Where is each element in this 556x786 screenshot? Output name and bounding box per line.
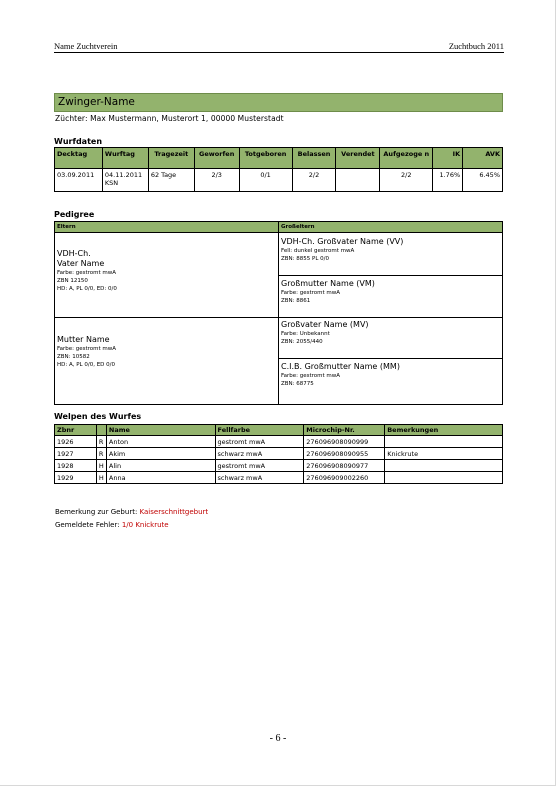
table-cell: 276096908090999: [304, 436, 385, 448]
pedigree-cell-grandfather-vv: [281, 237, 403, 263]
divider: [278, 275, 502, 276]
table-cell: schwarz mwA: [215, 472, 304, 484]
grandmother-mm-zbn: ZBN: 68775: [281, 381, 314, 387]
grandfather-mv-color: Farbe: Unbekannt: [281, 331, 330, 337]
page-header: [54, 41, 504, 53]
grandfather-vv-zbn: ZBN: 8855 PL 0/0: [281, 256, 329, 262]
column-header-eltern: Eltern: [57, 224, 76, 230]
table-cell: 1928: [55, 460, 97, 472]
column-header: Verendet: [336, 148, 380, 169]
breeder-info: Züchter: Max Mustermann, Musterort 1, 00000 Musterstadt: [55, 114, 284, 123]
pedigree-cell-grandmother-mm: [281, 362, 400, 388]
table-cell: Anna: [106, 472, 215, 484]
father-zbn: ZBN 12150: [57, 278, 88, 284]
kennel-title: Zwinger-Name: [54, 93, 503, 112]
column-header: Geworfen: [194, 148, 239, 169]
table-header-row: [55, 425, 503, 436]
table-cell: [385, 460, 503, 472]
column-header: Wurftag: [102, 148, 148, 169]
column-header: IK: [433, 148, 463, 169]
grandmother-vm-name: Großmutter Name (VM): [281, 279, 375, 288]
birth-remark-label: Bemerkung zur Geburt:: [55, 508, 138, 516]
table-cell: 62 Tage: [148, 169, 194, 192]
pedigree-table: [54, 221, 503, 405]
pedigree-cell-grandfather-mv: [281, 320, 369, 346]
divider: [278, 222, 279, 404]
table-row: [55, 472, 503, 484]
table-cell: 1926: [55, 436, 97, 448]
table-cell: [385, 472, 503, 484]
grandfather-vv-name: VDH-Ch. Großvater Name (VV): [281, 237, 404, 246]
mother-name: Mutter Name: [57, 335, 110, 344]
reported-defects: [55, 521, 169, 529]
litter-data-table: [54, 147, 503, 192]
column-header: [96, 425, 106, 436]
column-header: Name: [106, 425, 215, 436]
table-cell: 0/1: [239, 169, 292, 192]
divider: [278, 358, 502, 359]
table-row: [55, 448, 503, 460]
table-cell: R: [96, 448, 106, 460]
mother-zbn: ZBN: 10582: [57, 354, 90, 360]
table-cell: H: [96, 460, 106, 472]
table-cell: Akim: [106, 448, 215, 460]
grandfather-vv-color: Fell: dunkel gestromt mwA: [281, 248, 355, 254]
header-book-title: Zuchtbuch 2011: [448, 41, 504, 51]
table-cell: Anton: [106, 436, 215, 448]
pedigree-cell-mother: [57, 335, 116, 369]
grandfather-mv-zbn: ZBN: 2055/440: [281, 339, 323, 345]
table-cell: 1927: [55, 448, 97, 460]
table-cell: R: [96, 436, 106, 448]
table-cell: 1.76%: [433, 169, 463, 192]
column-header-grosseltern: Großeltern: [281, 224, 315, 230]
reported-defects-value: 1/0 Knickrute: [121, 521, 169, 529]
table-cell: 2/2: [292, 169, 336, 192]
mother-color: Farbe: gestromt mwA: [57, 346, 117, 352]
birth-remark-value: Kaiserschnittgeburt: [139, 508, 209, 516]
table-cell: [385, 436, 503, 448]
father-name: Vater Name: [57, 259, 105, 268]
column-header: Fellfarbe: [215, 425, 304, 436]
column-header: Microchip-Nr.: [304, 425, 385, 436]
table-cell: 276096908090977: [304, 460, 385, 472]
pedigree-cell-father: [57, 249, 117, 293]
table-row: [55, 460, 503, 472]
section-title-pedigree: Pedigree: [54, 210, 95, 219]
table-cell: Alin: [106, 460, 215, 472]
mother-health: HD: A, PL 0/0, ED 0/0: [57, 362, 116, 368]
divider: [55, 317, 502, 318]
table-cell: 276096909002260: [304, 472, 385, 484]
table-cell: gestromt mwA: [215, 436, 304, 448]
table-cell: [336, 169, 380, 192]
grandmother-mm-color: Farbe: gestromt mwA: [281, 373, 341, 379]
grandmother-vm-color: Farbe: gestromt mwA: [281, 290, 341, 296]
grandmother-vm-zbn: ZBN: 8861: [281, 298, 311, 304]
column-header: Tragezeit: [148, 148, 194, 169]
father-title: VDH-Ch.: [57, 249, 91, 258]
table-cell: 04.11.2011 KSN: [102, 169, 148, 192]
birth-remark: [55, 508, 208, 516]
column-header: Zbnr: [55, 425, 97, 436]
table-row: [55, 169, 503, 192]
column-header: Aufgezoge n: [380, 148, 433, 169]
column-header: Bemerkungen: [385, 425, 503, 436]
table-cell: 276096908090955: [304, 448, 385, 460]
section-title-wurfdaten: Wurfdaten: [54, 137, 103, 146]
table-header-row: [55, 148, 503, 169]
table-cell: Knickrute: [385, 448, 503, 460]
table-cell: 6.45%: [463, 169, 503, 192]
grandfather-mv-name: Großvater Name (MV): [281, 320, 369, 329]
page-number: - 6 -: [269, 733, 287, 744]
column-header: AVK: [463, 148, 503, 169]
table-row: [55, 436, 503, 448]
table-cell: schwarz mwA: [215, 448, 304, 460]
column-header: Decktag: [55, 148, 103, 169]
puppies-table: [54, 424, 503, 484]
grandmother-mm-name: C.I.B. Großmutter Name (MM): [281, 362, 400, 371]
reported-defects-label: Gemeldete Fehler:: [55, 521, 120, 529]
pedigree-cell-grandmother-vm: [281, 279, 375, 305]
father-color: Farbe: gestromt mwA: [57, 270, 117, 276]
table-cell: 03.09.2011: [55, 169, 103, 192]
table-cell: gestromt mwA: [215, 460, 304, 472]
table-cell: 2/3: [194, 169, 239, 192]
table-cell: H: [96, 472, 106, 484]
header-club-name: Name Zuchtverein: [54, 41, 118, 51]
table-cell: 1929: [55, 472, 97, 484]
father-health: HD: A, PL 0/0, ED: 0/0: [57, 286, 117, 292]
section-title-welpen: Welpen des Wurfes: [54, 412, 142, 421]
table-cell: 2/2: [380, 169, 433, 192]
column-header: Totgeboren: [239, 148, 292, 169]
column-header: Belassen: [292, 148, 336, 169]
